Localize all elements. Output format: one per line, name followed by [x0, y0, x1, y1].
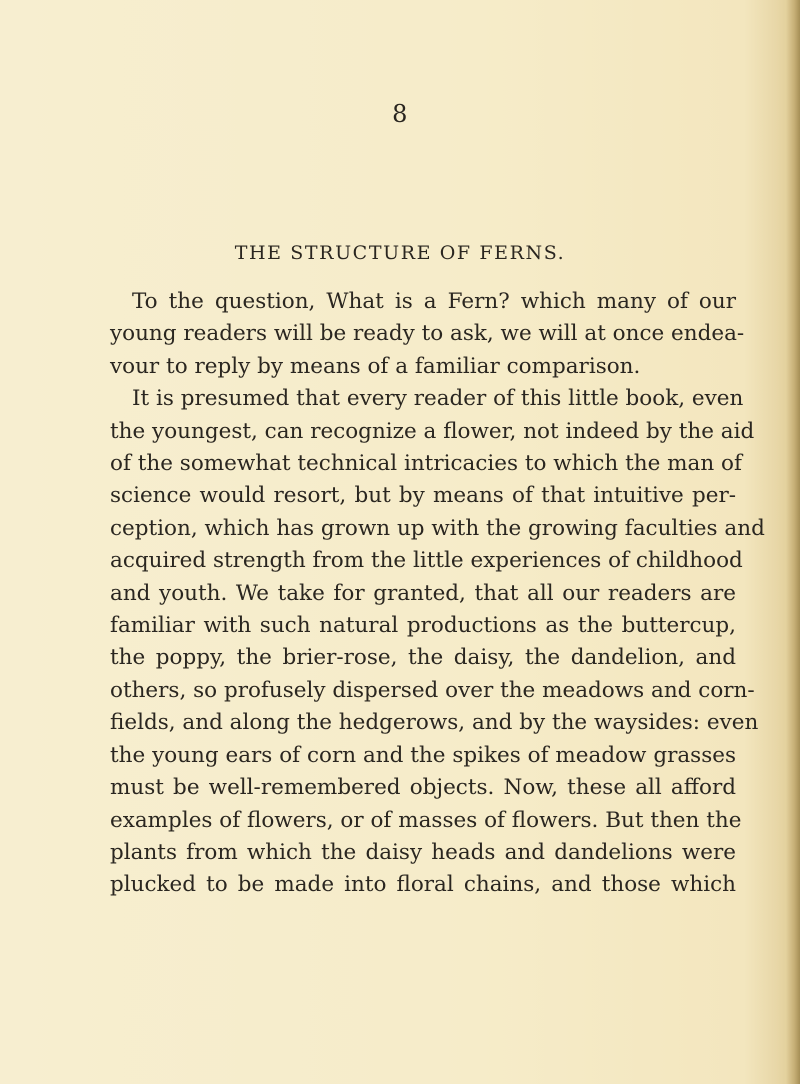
text-line: To the question, What is a Fern? which many of our [132, 289, 736, 314]
text-line: fields, and along the hedgerows, and by the waysides: even [110, 710, 759, 736]
text-line: familiar with such natural productions as the buttercup, [110, 613, 736, 639]
body-text [110, 286, 765, 902]
text-line: It is presumed that every reader of this little book, even [132, 386, 744, 412]
text-line: the youngest, can recognize a flower, not indeed by the aid [110, 418, 755, 444]
text-line: plucked to be made into floral chains, and those which [110, 872, 736, 898]
text-line: young readers will be ready to ask, we will at once endea- [110, 321, 745, 347]
page-edge-shadow [786, 0, 800, 1084]
section-heading: THE STRUCTURE OF FERNS. [234, 242, 566, 264]
text-line: ception, which has grown up with the growing faculties and [110, 515, 765, 541]
text-line: science would resort, but by means of that intuitive per- [110, 483, 736, 509]
text-line: vour to reply by means of a familiar comparison. [110, 353, 641, 379]
text-line: the young ears of corn and the spikes of meadow grasses [110, 742, 736, 768]
text-line: the poppy, the brier-rose, the daisy, the dandelion, and [110, 645, 736, 671]
text-line: examples of flowers, or of masses of flowers. But then the [110, 807, 742, 833]
text-line: and youth. We take for granted, that all our readers are [110, 580, 736, 606]
text-line: others, so profusely dispersed over the meadows and corn- [110, 677, 755, 703]
text-line: must be well-remembered objects. Now, these all afford [110, 775, 736, 801]
text-line: of the somewhat technical intricacies to which the man of [110, 451, 742, 477]
text-line: acquired strength from the little experiences of childhood [110, 548, 743, 574]
text-line: plants from which the daisy heads and dandelions were [110, 839, 736, 865]
page-number: 8 [392, 100, 408, 128]
